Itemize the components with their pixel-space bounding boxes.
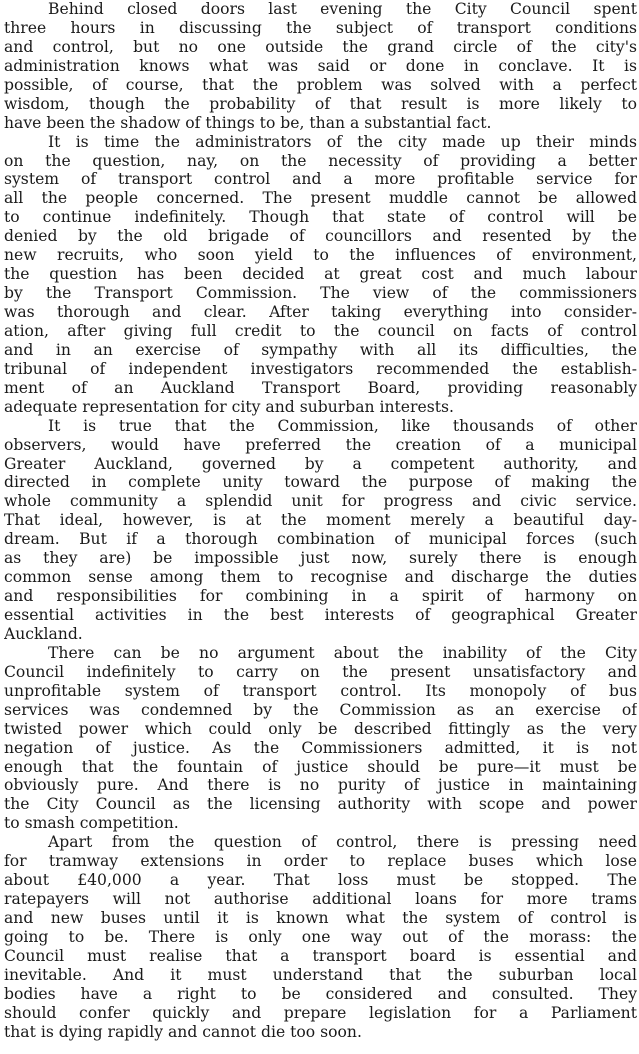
text-line: dream. But if a thorough combination of municipal forces (such	[4, 530, 637, 549]
text-line: enough that the fountain of justice should be pure—it must be	[4, 757, 637, 776]
text-line: have been the shadow of things to be, than a substantial fact.	[4, 113, 492, 132]
text-line: bodies have a right to be considered and consulted. They	[4, 984, 637, 1003]
text-line: possible, of course, that the problem was solved with a perfect	[4, 75, 637, 94]
text-line: administration knows what was said or done in conclave. It is	[4, 56, 637, 75]
text-line: services was condemned by the Commission as an exercise of	[4, 700, 637, 719]
text-line: for tramway extensions in order to replace buses which lose	[4, 852, 637, 871]
text-line: on the question, nay, on the necessity of providing a better	[4, 151, 637, 170]
text-line: and new buses until it is known what the system of control is	[4, 909, 637, 927]
text-line: Behind closed doors last evening the City Council spent	[48, 0, 637, 18]
paragraph-4	[4, 644, 637, 833]
text-line: and responsibilities for combining in a spirit of harmony on	[4, 587, 637, 606]
text-line: Council indefinitely to carry on the present unsatisfactory and	[4, 662, 637, 681]
text-line: observers, would have preferred the creation of a municipal	[4, 435, 637, 454]
text-line: negation of justice. As the Commissioners admitted, it is not	[4, 738, 637, 757]
text-line: three hours in discussing the subject of transport conditions	[4, 18, 637, 37]
text-line: ment of an Auckland Transport Board, providing reasonably	[4, 378, 637, 397]
text-line: that is dying rapidly and cannot die too soon.	[4, 1022, 362, 1041]
text-line: adequate representation for city and suburban interests.	[4, 397, 454, 416]
text-line: unprofitable system of transport control. Its monopoly of bus	[4, 681, 637, 700]
text-line: wisdom, though the probability of that result is more likely to	[4, 94, 637, 113]
text-line: It is true that the Commission, like thousands of other	[48, 416, 637, 435]
text-line: to continue indefinitely. Though that state of control will be	[4, 208, 637, 227]
text-line: Greater Auckland, governed by a competent authority, and	[4, 454, 637, 473]
text-line: all the people concerned. The present muddle cannot be allowed	[4, 189, 637, 208]
text-line: denied by the old brigade of councillors and resented by the	[4, 227, 637, 246]
text-line: ratepayers will not authorise additional loans for more trams	[4, 890, 637, 909]
text-line: about £40,000 a year. That loss must be stopped. The	[4, 871, 637, 890]
text-line: directed in complete unity toward the purpose of making the	[4, 473, 637, 492]
text-line: Auckland.	[4, 624, 83, 643]
text-line: the question has been decided at great cost and much labour	[4, 265, 637, 284]
text-line: whole community a splendid unit for progress and civic service.	[4, 492, 637, 511]
text-line: by the Transport Commission. The view of the commissioners	[4, 284, 637, 303]
text-line: tribunal of independent investigators recommended the establish-	[4, 359, 637, 378]
text-line: There can be no argument about the inability of the City	[48, 643, 637, 662]
text-line: That ideal, however, is at the moment merely a beautiful day-	[4, 511, 637, 530]
text-line: It is time the administrators of the city made up their minds	[48, 132, 637, 151]
paragraph-3	[4, 417, 637, 644]
text-line: inevitable. And it must understand that the suburban local	[4, 965, 637, 984]
text-line: essential activities in the best interests of geographical Greater	[4, 606, 637, 624]
paragraph-5	[4, 833, 637, 1041]
text-line: obviously pure. And there is no purity of justice in maintaining	[4, 776, 637, 795]
article-body	[4, 0, 637, 1042]
text-line: should confer quickly and prepare legislation for a Parliament	[4, 1003, 637, 1022]
paragraph-1	[4, 0, 637, 133]
text-line: and in an exercise of sympathy with all its difficulties, the	[4, 340, 637, 359]
text-line: the City Council as the licensing authority with scope and power	[4, 795, 637, 814]
text-line: as they are) be impossible just now, surely there is enough	[4, 549, 637, 568]
text-line: was thorough and clear. After taking everything into consider-	[4, 303, 637, 321]
text-line: new recruits, who soon yield to the influences of environment,	[4, 246, 637, 265]
text-line: ation, after giving full credit to the council on facts of control	[4, 321, 637, 340]
text-line: going to be. There is only one way out of the morass: the	[4, 927, 637, 946]
text-line: common sense among them to recognise and discharge the duties	[4, 568, 637, 587]
text-line: twisted power which could only be described fittingly as the very	[4, 719, 637, 738]
text-line: system of transport control and a more profitable service for	[4, 170, 637, 189]
text-line: and control, but no one outside the grand circle of the city's	[4, 37, 637, 56]
text-line: Apart from the question of control, there is pressing need	[48, 833, 637, 852]
paragraph-2	[4, 133, 637, 417]
text-line: Council must realise that a transport board is essential and	[4, 946, 637, 965]
text-line: to smash competition.	[4, 814, 179, 833]
